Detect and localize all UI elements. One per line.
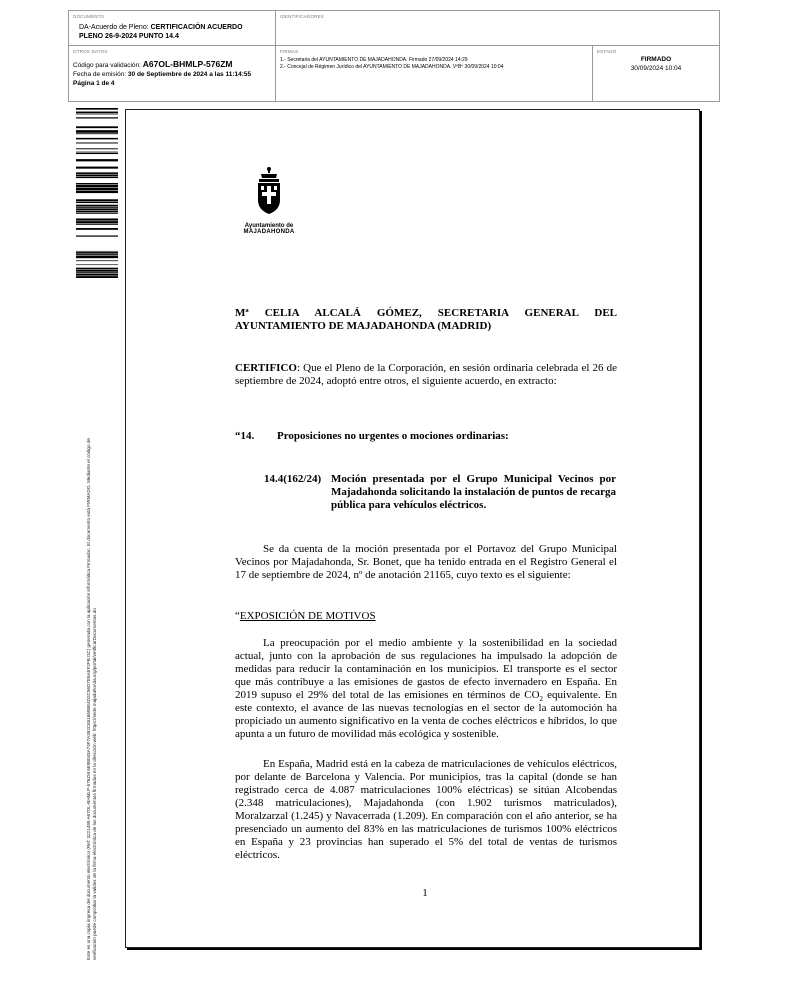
exposicion-quote: “ (235, 610, 240, 622)
document-cell (69, 11, 276, 46)
barcode-image (76, 108, 118, 278)
document-name-line2: PLENO 26-9-2024 PUNTO 14.4 (79, 33, 179, 40)
barcode-bar (76, 112, 118, 114)
barcode-bar (76, 252, 118, 254)
barcode-bar (76, 207, 118, 208)
document-header-table (68, 10, 720, 102)
paragraph-1-part-a: La preocupación por el medio ambiente y la sostenibilidad en la sociedad actual, junto con la aprobación de sus regulaciones ha impulsado la adopción de medidas para reducir la contaminación en los municipios. El transporte es el sector que más contribuye a las emisiones de gastos de efecto invernadero en España. En 2019 supuso el 29% del total de las emisiones en términos de CO (235, 637, 617, 701)
barcode-bar (76, 228, 118, 230)
otros-datos-label: OTROS DATOS (73, 49, 108, 54)
emission-date-prefix: Fecha de emisión: (73, 71, 128, 78)
otros-datos-cell (69, 46, 276, 101)
intro-paragraph: Se da cuenta de la moción presentada por el Portavoz del Grupo Municipal Vecinos por Majadahonda, Sr. Bonet, que ha tenido entrada en el Registro General el 17 de septiembre de 2024, nº de anotación 21165, cuyo texto es el siguiente: (235, 543, 617, 581)
firma-1: 1.- Secretaria del AYUNTAMIENTO DE MAJADAHONDA. Firmado 27/09/2024 14:29 (280, 57, 468, 63)
barcode-bar (76, 142, 118, 143)
municipal-logo (234, 166, 304, 236)
barcode-bar (76, 272, 118, 273)
document-name (79, 24, 243, 31)
barcode-bar (76, 148, 118, 149)
agenda-item-number: “14. (235, 430, 255, 442)
barcode-bar (76, 224, 118, 225)
logo-line-1: Ayuntamiento de (244, 223, 294, 229)
document-name-prefix: DA-Acuerdo de Pleno: (79, 24, 151, 31)
page-count: Página 1 de 4 (73, 80, 115, 87)
emission-date-value: 30 de Septiembre de 2024 a las 11:14:55 (127, 71, 252, 78)
barcode-bar (76, 138, 118, 140)
exposicion-title: EXPOSICIÓN DE MOTIVOS (239, 610, 376, 622)
barcode-bar (76, 268, 118, 270)
motivos-paragraph-1 (235, 637, 617, 741)
agenda-item (235, 430, 617, 443)
motion-block (264, 473, 616, 512)
barcode-bar (76, 188, 118, 191)
barcode-bar (76, 254, 118, 255)
firma-2: 2.- Concejal de Régimen Jurídico del AYUNTAMIENTO DE MAJADAHONDA. VºBº 30/09/2024 10:04 (280, 64, 504, 70)
barcode-bar (76, 191, 118, 193)
motion-title: Moción presentada por el Grupo Municipal Vecinos por Majadahonda solicitando la instalación de puntos de recarga pública para vehículos eléctricos. (331, 473, 616, 511)
validation-code-prefix: Código para validación: (73, 62, 143, 69)
heading-line-1: Mª CELIA ALCALÁ GÓMEZ, SECRETARIA GENERAL DEL (235, 307, 617, 319)
firmas-label: FIRMAS (280, 49, 299, 54)
barcode-bar (76, 213, 118, 214)
emission-date (73, 71, 251, 78)
barcode-bar (76, 260, 118, 261)
barcode-bar (76, 174, 118, 176)
exposicion-heading (235, 610, 617, 623)
coat-of-arms-icon (234, 166, 304, 216)
certifico-text: : Que el Pleno de la Corporación, en sesión ordinaria celebrada el 26 de septiembre de 2024, adoptó entre otros, el siguiente acuerdo, en extracto: (235, 362, 617, 387)
estado-label: ESTADO (597, 49, 617, 54)
document-name-bold: CERTIFICACIÓN ACUERDO (150, 24, 243, 31)
barcode-bar (76, 274, 118, 276)
identificadores-cell (276, 11, 719, 46)
certifico-paragraph (235, 362, 617, 388)
barcode-bar (76, 264, 118, 265)
barcode-bar (76, 172, 118, 174)
page-number: 1 (422, 887, 428, 899)
co2-subscript: 2 (539, 695, 544, 704)
firmas-cell (276, 46, 593, 101)
barcode-bar (76, 210, 118, 212)
certifier-heading (235, 307, 617, 333)
paragraph-1-part-b: equivalente. En este contexto, el avance de las nuevas tecnologías en el sector de la automoción ha propiciado un aumento significativo en la venta de coches eléctricos e híbridos, lo que apunta a un futuro de movilidad más ecológica y sostenible. (235, 689, 617, 740)
estado-cell (593, 46, 719, 101)
barcode-bar (76, 130, 118, 133)
heading-line-2: AYUNTAMIENTO DE MAJADAHONDA (MADRID) (235, 320, 492, 332)
barcode-bar (76, 256, 118, 258)
barcode-bar (76, 205, 118, 207)
barcode-bar (76, 199, 118, 201)
documento-label: DOCUMENTO (73, 14, 105, 19)
validation-code (73, 59, 232, 69)
logo-line-2: MAJADAHONDA (243, 229, 295, 235)
certifico-label: CERTIFICO (235, 362, 297, 374)
motivos-paragraph-2: En España, Madrid está en la cabeza de matriculaciones de vehículos eléctricos, por delante de Barcelona y Valencia. Por municipios, tras la capital (donde se han registrado cerca de 4.087 matriculaciones 100% eléctricas) se sitúan Alcobendas (2.348 matriculaciones), Majadahonda (con 1.902 turismos matriculados), Moralzarzal (1.245) y Navacerrada (1.209). En comparación con el año anterior, se ha presenciado un aumento del 83% en las matriculaciones de turismos 100% eléctricos en España y 23 provincias han superado el 5% del total de ventas de turismos eléctricos. (235, 758, 617, 861)
barcode-bar (76, 167, 118, 169)
motion-number: 14.4(162/24) (264, 473, 322, 485)
barcode-bar (76, 152, 118, 153)
barcode-bar (76, 251, 118, 252)
estado-value: FIRMADO (640, 56, 672, 63)
barcode-bar (76, 108, 118, 110)
barcode-bar (76, 218, 118, 220)
barcode-bar (76, 270, 118, 272)
barcode-bar (76, 114, 118, 115)
barcode-bar (76, 235, 118, 236)
side-text-line-1: Este es una copia impresa del documento electrónico (Ref: 3221489 A67OL-BHMLP-576ZM 6E98043A74F7A392C6516588E4D2C56D7E5AEF2FB DC) generada con la aplicación informática Firmadoc. El documento está FIRMADO. Mediante el código de (86, 438, 91, 960)
barcode-bar (76, 177, 118, 179)
barcode-bar (76, 117, 118, 118)
estado-date: 30/09/2024 10:04 (630, 65, 682, 72)
validation-code-value: A67OL-BHMLP-576ZM (142, 59, 233, 69)
barcode-bar (76, 208, 118, 210)
barcode-bar (76, 185, 118, 187)
barcode-bar (76, 221, 118, 223)
barcode-bar (76, 133, 118, 134)
barcode-bar (76, 159, 118, 161)
side-verification-text (86, 300, 106, 960)
agenda-item-title: Proposiciones no urgentes o mociones ordinarias: (277, 430, 509, 442)
barcode-bar (76, 153, 118, 154)
identificadores-label: IDENTIFICADORES (280, 14, 325, 19)
side-text-line-2: verificación puede comprobar la validez de la firma electrónica de los documentos firmados en la dirección web: https://sede.majadahonda.org/portal/verificarDocumentos.do (92, 608, 97, 960)
barcode-bar (76, 202, 118, 203)
barcode-bar (76, 276, 118, 278)
barcode-bar (76, 126, 118, 128)
barcode-bar (76, 183, 118, 184)
